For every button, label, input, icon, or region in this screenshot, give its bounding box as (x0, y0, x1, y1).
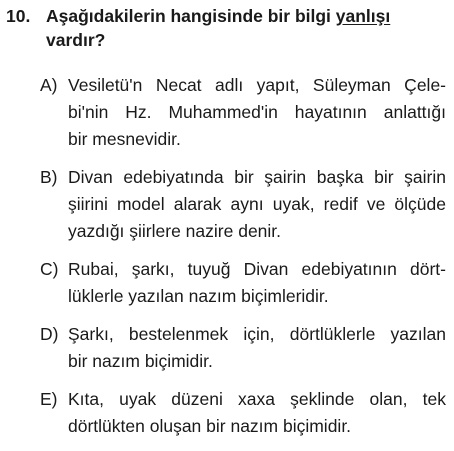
option-line: Vesiletü'n Necat adlı yapıt, Süleyman Çele- (68, 75, 446, 95)
option-letter: C) (40, 259, 59, 279)
option-text (68, 256, 446, 310)
option-b[interactable] (40, 164, 446, 245)
answer-options (40, 72, 446, 440)
question-text-part-2: vardır? (46, 30, 106, 50)
option-letter: A) (40, 75, 58, 95)
question-emphasis: yanlışı (335, 6, 391, 26)
option-line: şiirini model alarak aynı uyak, redif ve ölçüde (68, 194, 446, 214)
option-line: bi'nin Hz. Muhammed'in hayatının anlattığı (68, 102, 446, 122)
option-c[interactable] (40, 256, 446, 310)
question-text-part-1: Aşağıdakilerin hangisinde bir bilgi (46, 6, 336, 26)
option-line: bir mesnevidir. (68, 129, 181, 149)
option-a[interactable] (40, 72, 446, 153)
option-text (68, 386, 446, 440)
option-text (68, 321, 446, 375)
option-text (68, 72, 446, 153)
option-line: bir nazım biçimidir. (68, 351, 213, 371)
option-line: dörtlükten oluşan bir nazım biçimidir. (68, 416, 352, 436)
question-block (6, 4, 446, 451)
option-text (68, 164, 446, 245)
option-letter: D) (40, 324, 59, 344)
option-line: lüklerle yazılan nazım biçimleridir. (68, 286, 329, 306)
option-line: Divan edebiyatında bir şairin başka bir şairin (68, 167, 446, 187)
option-d[interactable] (40, 321, 446, 375)
question-stem (6, 4, 446, 52)
option-line: Rubai, şarkı, tuyuğ Divan edebiyatının dört- (68, 259, 446, 279)
option-letter: E) (40, 389, 58, 409)
option-letter: B) (40, 167, 58, 187)
question-text (46, 4, 446, 52)
option-line: Şarkı, bestelenmek için, dörtlüklerle yazılan (68, 324, 446, 344)
option-e[interactable] (40, 386, 446, 440)
question-number: 10. (6, 6, 31, 26)
option-line: Kıta, uyak düzeni xaxa şeklinde olan, tek (68, 389, 446, 409)
option-line: yazdığı şiirlere nazire denir. (68, 221, 282, 241)
